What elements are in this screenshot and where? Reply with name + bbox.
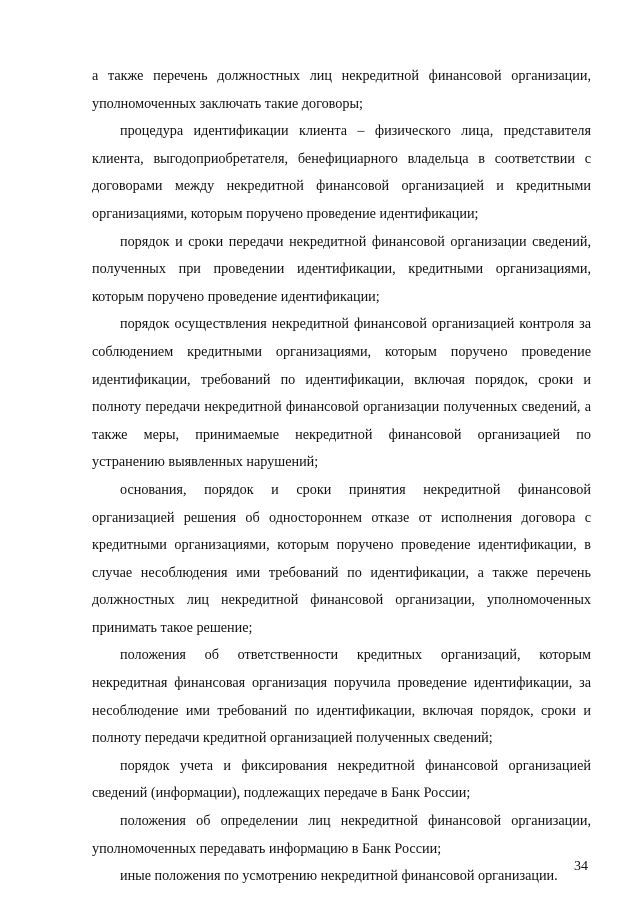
paragraph-identification-procedure: процедура идентификации клиента – физического лица, представителя клиента, выгодоприобретателя, бенефициарного владельца в соответствии с договорами между некредитной финансовой организацией и кредитными организациями, которым поручено проведение идентификации; — [92, 123, 591, 222]
paragraph-accounting: порядок учета и фиксирования некредитной финансовой организацией сведений (информации), подлежащих передаче в Банк России; — [92, 757, 591, 802]
paragraph-transfer-terms: порядок и сроки передачи некредитной финансовой организации сведений, полученных при проведении идентификации, кредитными организациями, которым поручено проведение идентификации; — [92, 233, 591, 305]
paragraph-control-procedure: порядок осуществления некредитной финансовой организацией контроля за соблюдением кредитными организациями, которым поручено проведение идентификации, требований по идентификации, включая порядок, сроки и полноту передачи некредитной финансовой организации полученных сведений, а также меры, принимаемые некредитной финансовой организацией по устранению выявленных нарушений; — [92, 316, 591, 471]
paragraph-other-provisions: иные положения по усмотрению некредитной финансовой организации. — [120, 868, 558, 885]
paragraph-responsibility: положения об ответственности кредитных организаций, которым некредитная финансовая организация поручила проведение идентификации, за несоблюдение ими требований по идентификации, включая порядок, сроки и полноту передачи кредитной организацией полученных сведений; — [92, 647, 591, 747]
paragraph-contract-termination: основания, порядок и сроки принятия некредитной финансовой организацией решения об одностороннем отказе от исполнения договора с кредитными организациями, которым поручено проведение идентификации, в случае несоблюдения ими требований по идентификации, а также перечень должностных лиц некредитной финансовой организации, уполномоченных принимать такое решение; — [92, 481, 591, 636]
page-number: 34 — [574, 859, 588, 874]
document-body — [92, 63, 591, 891]
paragraph-authorized-persons: положения об определении лиц некредитной финансовой организации, уполномоченных передавать информацию в Банк России; — [92, 813, 591, 857]
paragraph-continuation: а также перечень должностных лиц некредитной финансовой организации, уполномоченных заключать такие договоры; — [92, 68, 591, 112]
